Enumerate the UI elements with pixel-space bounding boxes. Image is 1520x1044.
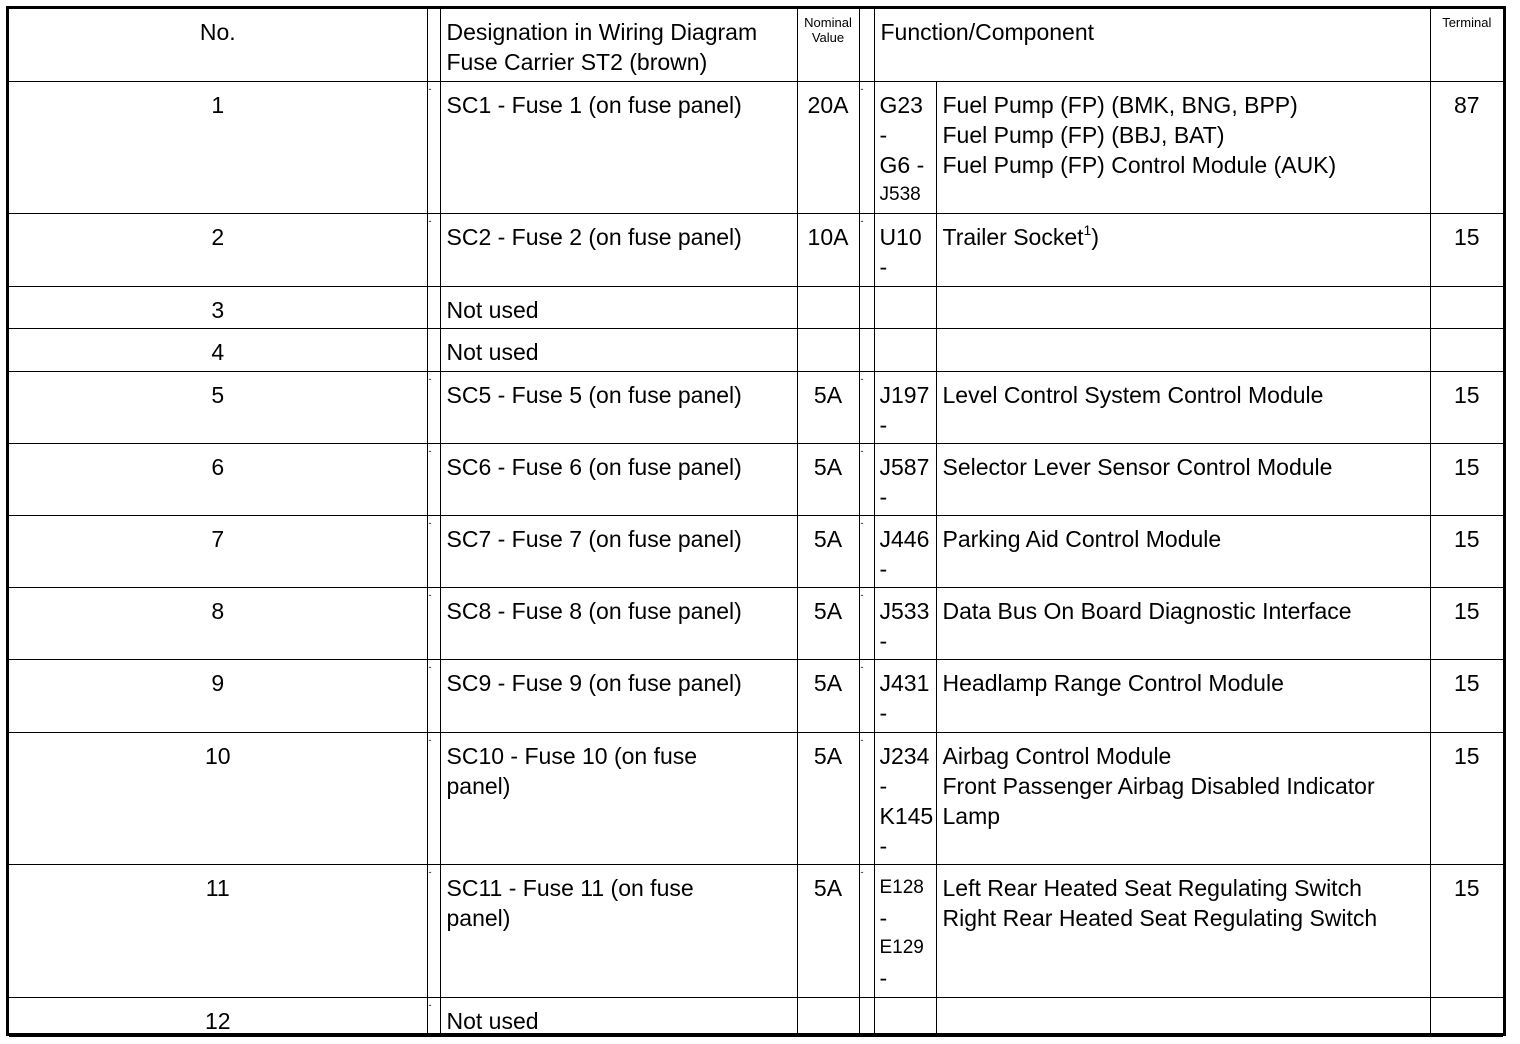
- row-function: Level Control System Control Module: [936, 371, 1430, 443]
- row-component-code: G23 - G6 - J538: [874, 81, 936, 213]
- table-row: 7 - SC7 - Fuse 7 (on fuse panel) 5A - J446 - Parking Aid Control Module 15: [9, 515, 1503, 587]
- row-number: 7: [9, 515, 427, 587]
- row-designation: SC1 - Fuse 1 (on fuse panel): [440, 81, 797, 213]
- row-terminal: 15: [1430, 864, 1503, 997]
- row-function: Left Rear Heated Seat Regulating Switch Right Rear Heated Seat Regulating Switch: [936, 864, 1430, 997]
- row-function: Headlamp Range Control Module: [936, 659, 1430, 732]
- row-number: 4: [9, 328, 427, 371]
- row-designation: SC6 - Fuse 6 (on fuse panel): [440, 443, 797, 515]
- row-designation: Not used: [440, 328, 797, 371]
- row-nominal: 5A: [797, 443, 859, 515]
- row-nominal: 5A: [797, 659, 859, 732]
- row-designation: SC2 - Fuse 2 (on fuse panel): [440, 213, 797, 286]
- row-component-code: U10 -: [874, 213, 936, 286]
- table-row: 11 - SC11 - Fuse 11 (on fuse panel) 5A - E128 - E129 - Left Rear Heated Seat Regulating Switch Right Rear Heated Seat Regulating Switch 15: [9, 864, 1503, 997]
- header-terminal: Terminal: [1430, 9, 1503, 81]
- row-number: 8: [9, 587, 427, 659]
- row-nominal: 5A: [797, 732, 859, 864]
- row-number: 9: [9, 659, 427, 732]
- row-designation: SC5 - Fuse 5 (on fuse panel): [440, 371, 797, 443]
- row-designation: Not used: [440, 286, 797, 328]
- row-nominal: 5A: [797, 587, 859, 659]
- table-row: 10 - SC10 - Fuse 10 (on fuse panel) 5A - J234 - K145 - Airbag Control Module Front Passenger Airbag Disabled Indicator Lamp 15: [9, 732, 1503, 864]
- header-designation: Designation in Wiring Diagram Fuse Carrier ST2 (brown): [440, 9, 797, 81]
- row-number: 3: [9, 286, 427, 328]
- row-terminal: 15: [1430, 587, 1503, 659]
- row-designation: SC7 - Fuse 7 (on fuse panel): [440, 515, 797, 587]
- row-designation: SC8 - Fuse 8 (on fuse panel): [440, 587, 797, 659]
- table-row: 12 - Not used: [9, 997, 1503, 1036]
- row-component-code: J431 -: [874, 659, 936, 732]
- row-terminal: 15: [1430, 213, 1503, 286]
- row-number: 5: [9, 371, 427, 443]
- footnote-marker: 1: [1083, 221, 1092, 238]
- row-terminal: 15: [1430, 371, 1503, 443]
- row-terminal: 87: [1430, 81, 1503, 213]
- row-component-code: J446 -: [874, 515, 936, 587]
- row-designation: SC11 - Fuse 11 (on fuse panel): [440, 864, 797, 997]
- row-function: Airbag Control Module Front Passenger Airbag Disabled Indicator Lamp: [936, 732, 1430, 864]
- row-component-code: J234 - K145 -: [874, 732, 936, 864]
- header-function: Function/Component: [874, 9, 1430, 81]
- row-terminal: 15: [1430, 659, 1503, 732]
- table-row: 8 - SC8 - Fuse 8 (on fuse panel) 5A - J533 - Data Bus On Board Diagnostic Interface 15: [9, 587, 1503, 659]
- row-component-code: J587 -: [874, 443, 936, 515]
- row-component-code: J533 -: [874, 587, 936, 659]
- row-number: 2: [9, 213, 427, 286]
- row-nominal: 5A: [797, 515, 859, 587]
- row-designation: SC9 - Fuse 9 (on fuse panel): [440, 659, 797, 732]
- row-component-code: J197 -: [874, 371, 936, 443]
- row-nominal: 5A: [797, 864, 859, 997]
- row-number: 10: [9, 732, 427, 864]
- row-function: Selector Lever Sensor Control Module: [936, 443, 1430, 515]
- row-number: 12: [9, 997, 427, 1036]
- row-nominal: 5A: [797, 371, 859, 443]
- header-no: No.: [9, 9, 427, 81]
- table-row: 9 - SC9 - Fuse 9 (on fuse panel) 5A - J431 - Headlamp Range Control Module 15: [9, 659, 1503, 732]
- row-function: Parking Aid Control Module: [936, 515, 1430, 587]
- row-number: 6: [9, 443, 427, 515]
- fuse-table: [9, 9, 1503, 1037]
- row-terminal: 15: [1430, 443, 1503, 515]
- table-row: [9, 328, 1503, 371]
- row-function: Data Bus On Board Diagnostic Interface: [936, 587, 1430, 659]
- header-nominal-value: Nominal Value: [797, 9, 859, 81]
- header-row: [9, 9, 1503, 81]
- row-component-code: E128 - E129 -: [874, 864, 936, 997]
- table-row: 5 - SC5 - Fuse 5 (on fuse panel) 5A - J197 - Level Control System Control Module 15: [9, 371, 1503, 443]
- table-row: 1 - SC1 - Fuse 1 (on fuse panel) 20A - G23 - G6 - J538 Fuel Pump (FP) (BMK, BNG, BPP) Fuel Pump (FP) (BBJ, BAT) Fuel Pump (FP) Control Module (AUK) 87: [9, 81, 1503, 213]
- row-nominal: 10A: [797, 213, 859, 286]
- row-nominal: 20A: [797, 81, 859, 213]
- table-row: 6 - SC6 - Fuse 6 (on fuse panel) 5A - J587 - Selector Lever Sensor Control Module 15: [9, 443, 1503, 515]
- fuse-table-frame: [6, 6, 1506, 1036]
- table-row: [9, 286, 1503, 328]
- row-number: 1: [9, 81, 427, 213]
- row-designation: Not used: [440, 997, 797, 1036]
- row-terminal: 15: [1430, 732, 1503, 864]
- row-number: 11: [9, 864, 427, 997]
- row-designation: SC10 - Fuse 10 (on fuse panel): [440, 732, 797, 864]
- table-row: 2 - SC2 - Fuse 2 (on fuse panel) 10A - U10 - Trailer Socket$^1$) 15: [9, 213, 1503, 286]
- row-function: Fuel Pump (FP) (BMK, BNG, BPP) Fuel Pump (FP) (BBJ, BAT) Fuel Pump (FP) Control Module (AUK): [936, 81, 1430, 213]
- row-terminal: 15: [1430, 515, 1503, 587]
- row-function: Trailer Socket$^1$): [936, 213, 1430, 286]
